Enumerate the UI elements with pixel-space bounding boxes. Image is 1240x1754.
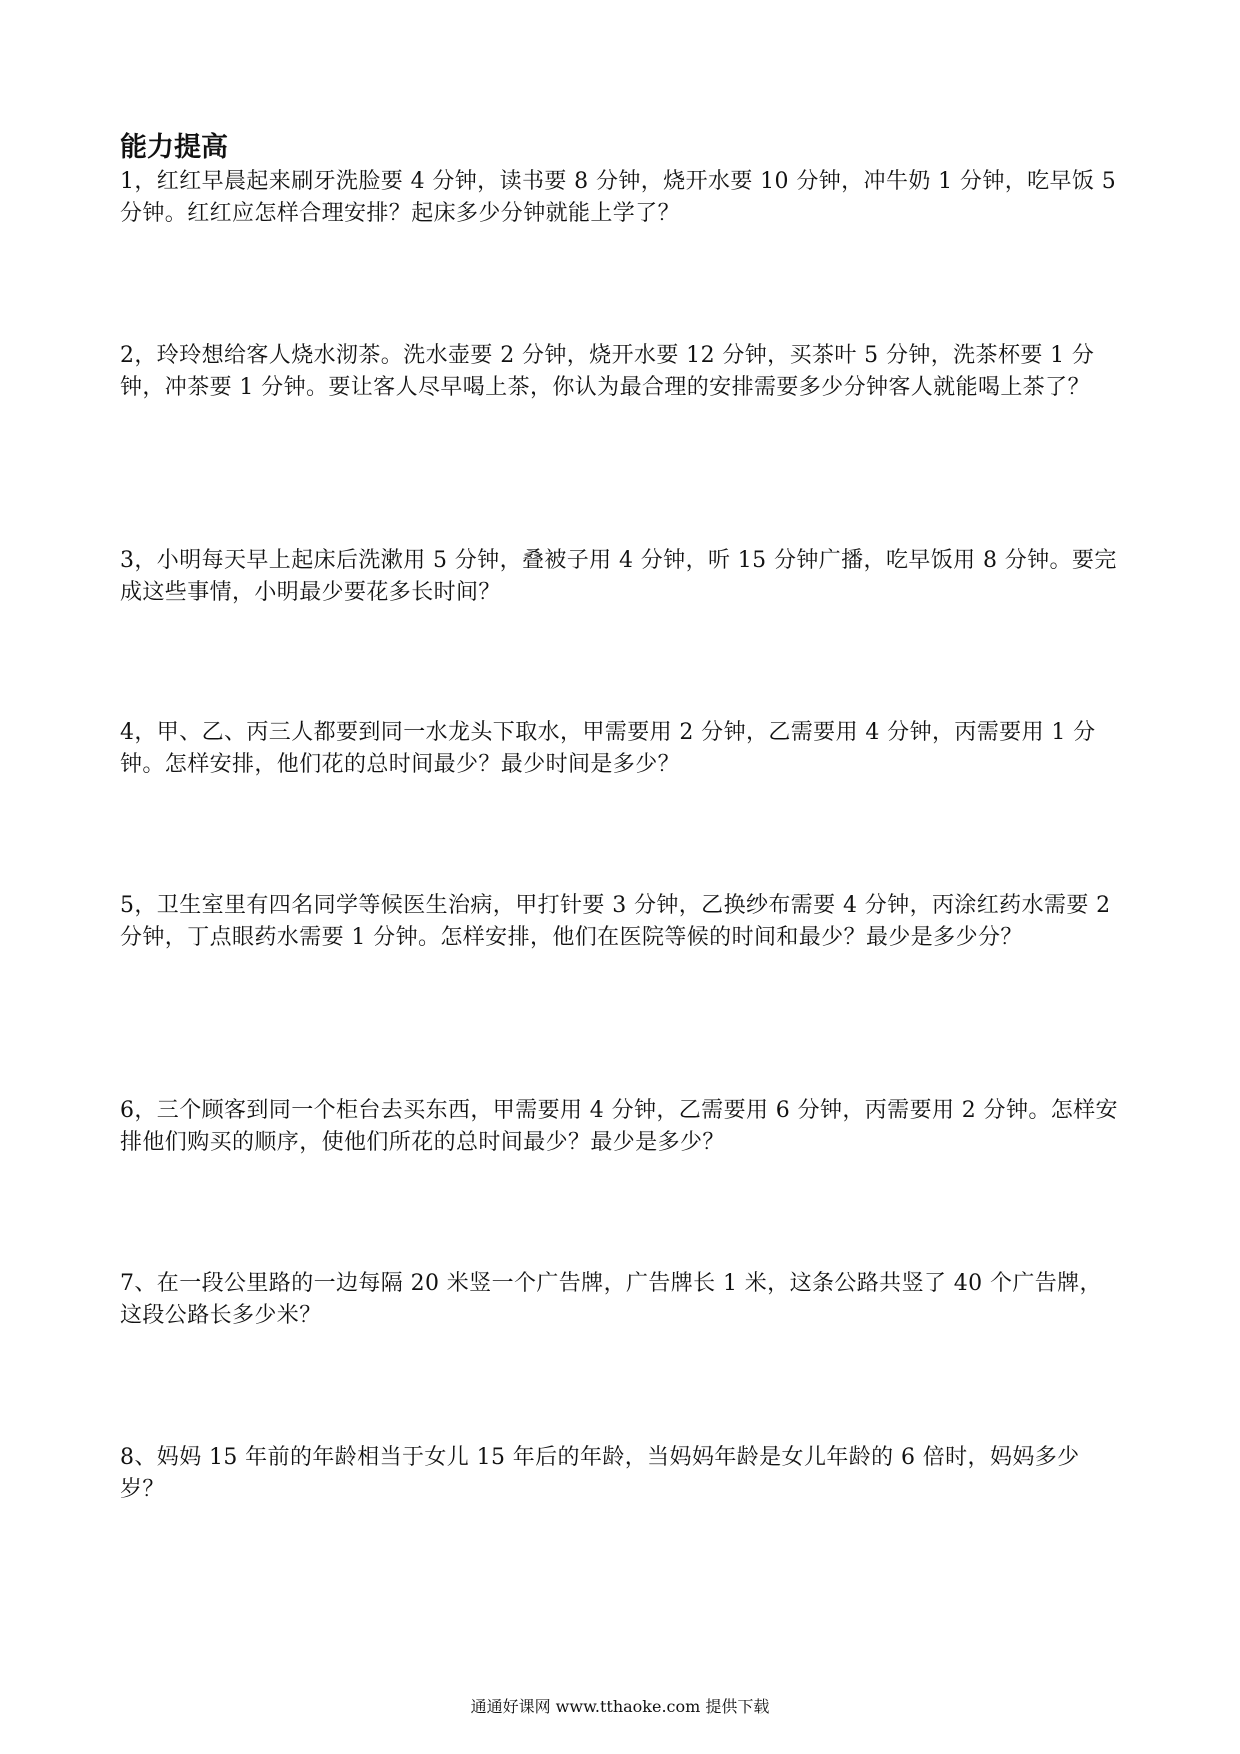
question-6: 6，三个顾客到同一个柜台去买东西，甲需要用 4 分钟，乙需要用 6 分钟，丙需要用 2 分钟。怎样安排他们购买的顺序，使他们所花的总时间最少？最少是多少？ [120,1098,1118,1155]
footer-source: 通通好课网 www.tthaoke.com 提供下载 [470,1697,770,1716]
question-8: 8、妈妈 15 年前的年龄相当于女儿 15 年后的年龄，当妈妈年龄是女儿年龄的 6 倍时，妈妈多少岁？ [120,1445,1080,1502]
question-7: 7、在一段公里路的一边每隔 20 米竖一个广告牌，广告牌长 1 米，这条公路共竖了 40 个广告牌，这段公路长多少米？ [120,1271,1102,1328]
question-5: 5，卫生室里有四名同学等候医生治病，甲打针要 3 分钟，乙换纱布需要 4 分钟，丙涂红药水需要 2 分钟，丁点眼药水需要 1 分钟。怎样安排，他们在医院等候的时间和最少？最少是多少分？ [120,893,1111,950]
question-4: 4，甲、乙、丙三人都要到同一水龙头下取水，甲需要用 2 分钟，乙需要用 4 分钟，丙需要用 1 分钟。怎样安排，他们花的总时间最少？最少时间是多少？ [120,720,1096,777]
question-3: 3，小明每天早上起床后洗漱用 5 分钟，叠被子用 4 分钟，听 15 分钟广播，吃早饭用 8 分钟。要完成这些事情，小明最少要花多长时间？ [120,548,1117,605]
page-title: 能力提高 [120,132,228,163]
question-1: 1，红红早晨起来刷牙洗脸要 4 分钟，读书要 8 分钟，烧开水要 10 分钟，冲牛奶 1 分钟，吃早饭 5 分钟。红红应怎样合理安排？起床多少分钟就能上学了？ [120,169,1117,226]
question-2: 2，玲玲想给客人烧水沏茶。洗水壶要 2 分钟，烧开水要 12 分钟，买茶叶 5 分钟，洗茶杯要 1 分钟，冲茶要 1 分钟。要让客人尽早喝上茶，你认为最合理的安排需要多少分钟客人就能喝上茶了？ [120,343,1095,400]
